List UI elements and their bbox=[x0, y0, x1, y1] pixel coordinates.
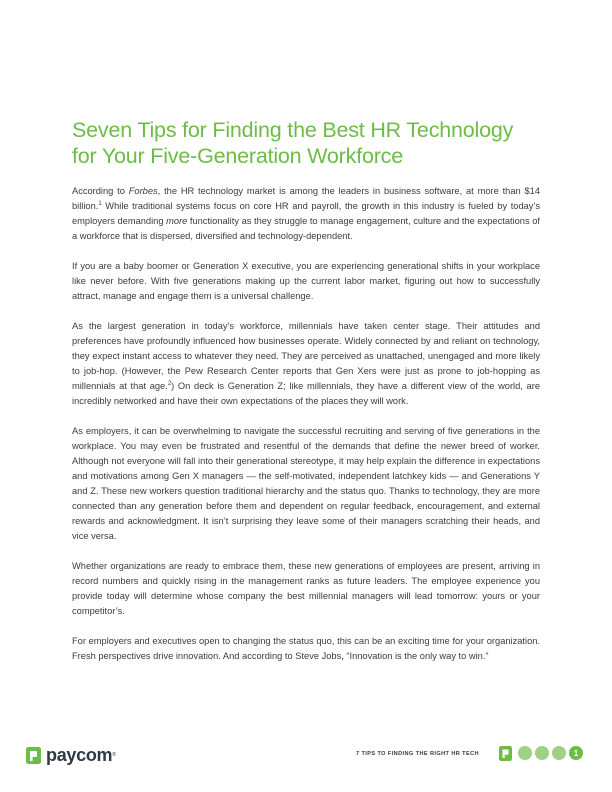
paragraph-5: Whether organizations are ready to embrace them, these new generations of employees are present, arriving in record numbers and quickly rising in the management ranks as future leaders. The employee experience you provide today will determine whose company the best millennial managers will lead tomorrow: yours or your competitor’s. bbox=[72, 561, 540, 616]
paycom-logo-icon bbox=[26, 747, 41, 764]
paycom-logo bbox=[26, 744, 116, 766]
article-body bbox=[72, 184, 540, 664]
paragraph-4: As employers, it can be overwhelming to navigate the successful recruiting and serving of five generations in the workplace. You may even be frustrated and resentful of the demands that define the newer breed of worker. Although not everyone will fall into their generational stereotype, it may help explain the difference in expectations and motivations among Gen X managers — the self-motivated, independent latchkey kids — and Generations Y and Z. These new workers question traditional hierarchy and the status quo. Thanks to technology, they are more connected than any generation before them and dependent on regular feedback, encouragement, and external rewards and acknowledgment. It isn’t surprising they leave some of their managers scratching their heads, and vice versa. bbox=[72, 426, 540, 541]
paragraph-1-text-c: While traditional systems focus on core HR and payroll, the growth in this industry is fueled by today’s employers demanding bbox=[72, 201, 540, 226]
paragraph-6: For employers and executives open to changing the status quo, this can be an exciting time for your organization. Fresh perspectives drive innovation. And according to Steve Jobs, “Innovation is the only way to win.” bbox=[72, 636, 540, 661]
page-dot[interactable] bbox=[518, 746, 532, 760]
paragraph-2: If you are a baby boomer or Generation X executive, you are experiencing generational shifts in your workplace like never before. With five generations making up the current labor market, figuring out how to successfully attract, manage and engage them is a universal challenge. bbox=[72, 261, 540, 301]
paragraph-1-text-b: , the HR technology market is among the leaders in business software, at more than $14 billion. bbox=[72, 186, 540, 211]
page-title bbox=[72, 117, 552, 169]
paragraph-3 bbox=[72, 319, 540, 409]
paragraph-3-text-b: ) On deck is Generation Z; like millennials, they have a different view of the world, are incredibly networked and have their own expectations of the places they will work. bbox=[72, 381, 540, 406]
paragraph-3-text-a: As the largest generation in today’s workforce, millennials have taken center stage. Their attitudes and preferences have profoundly influenced how businesses operate. Widely connected by and reliant on technology, they expect instant access to whatever they need. They are perceived as unattached, unengaged and more likely to job-hop. (However, the Pew Research Center reports that Gen Xers were just as prone to job-hopping as millennials at that age. bbox=[72, 321, 540, 391]
emphasis-more: more bbox=[166, 216, 188, 226]
registered-mark: ® bbox=[112, 752, 116, 758]
page-title-line-1: Seven Tips for Finding the Best HR Technology bbox=[72, 118, 514, 143]
footnote-ref-2: 2 bbox=[167, 380, 172, 387]
paragraph-1-text-d: functionality as they struggle to manage engagement, culture and the expectations of a workforce that is dispersed, diversified and technology-dependent. bbox=[72, 216, 540, 241]
paycom-wordmark: paycom bbox=[46, 744, 113, 765]
page-dot[interactable] bbox=[535, 746, 549, 760]
paycom-mark-icon bbox=[499, 746, 512, 761]
footer-document-title: 7 TIPS TO FINDING THE RIGHT HR TECH bbox=[356, 751, 479, 757]
paragraph-1 bbox=[72, 184, 540, 244]
source-forbes: Forbes bbox=[128, 186, 158, 196]
page-dot[interactable] bbox=[552, 746, 566, 760]
paragraph-1-text-a: According to bbox=[72, 186, 129, 196]
current-page-dot[interactable]: 1 bbox=[569, 746, 583, 760]
page-title-line-2: for Your Five-Generation Workforce bbox=[72, 144, 403, 169]
page-indicator bbox=[499, 745, 586, 761]
footnote-ref-1: 1 bbox=[98, 200, 102, 207]
